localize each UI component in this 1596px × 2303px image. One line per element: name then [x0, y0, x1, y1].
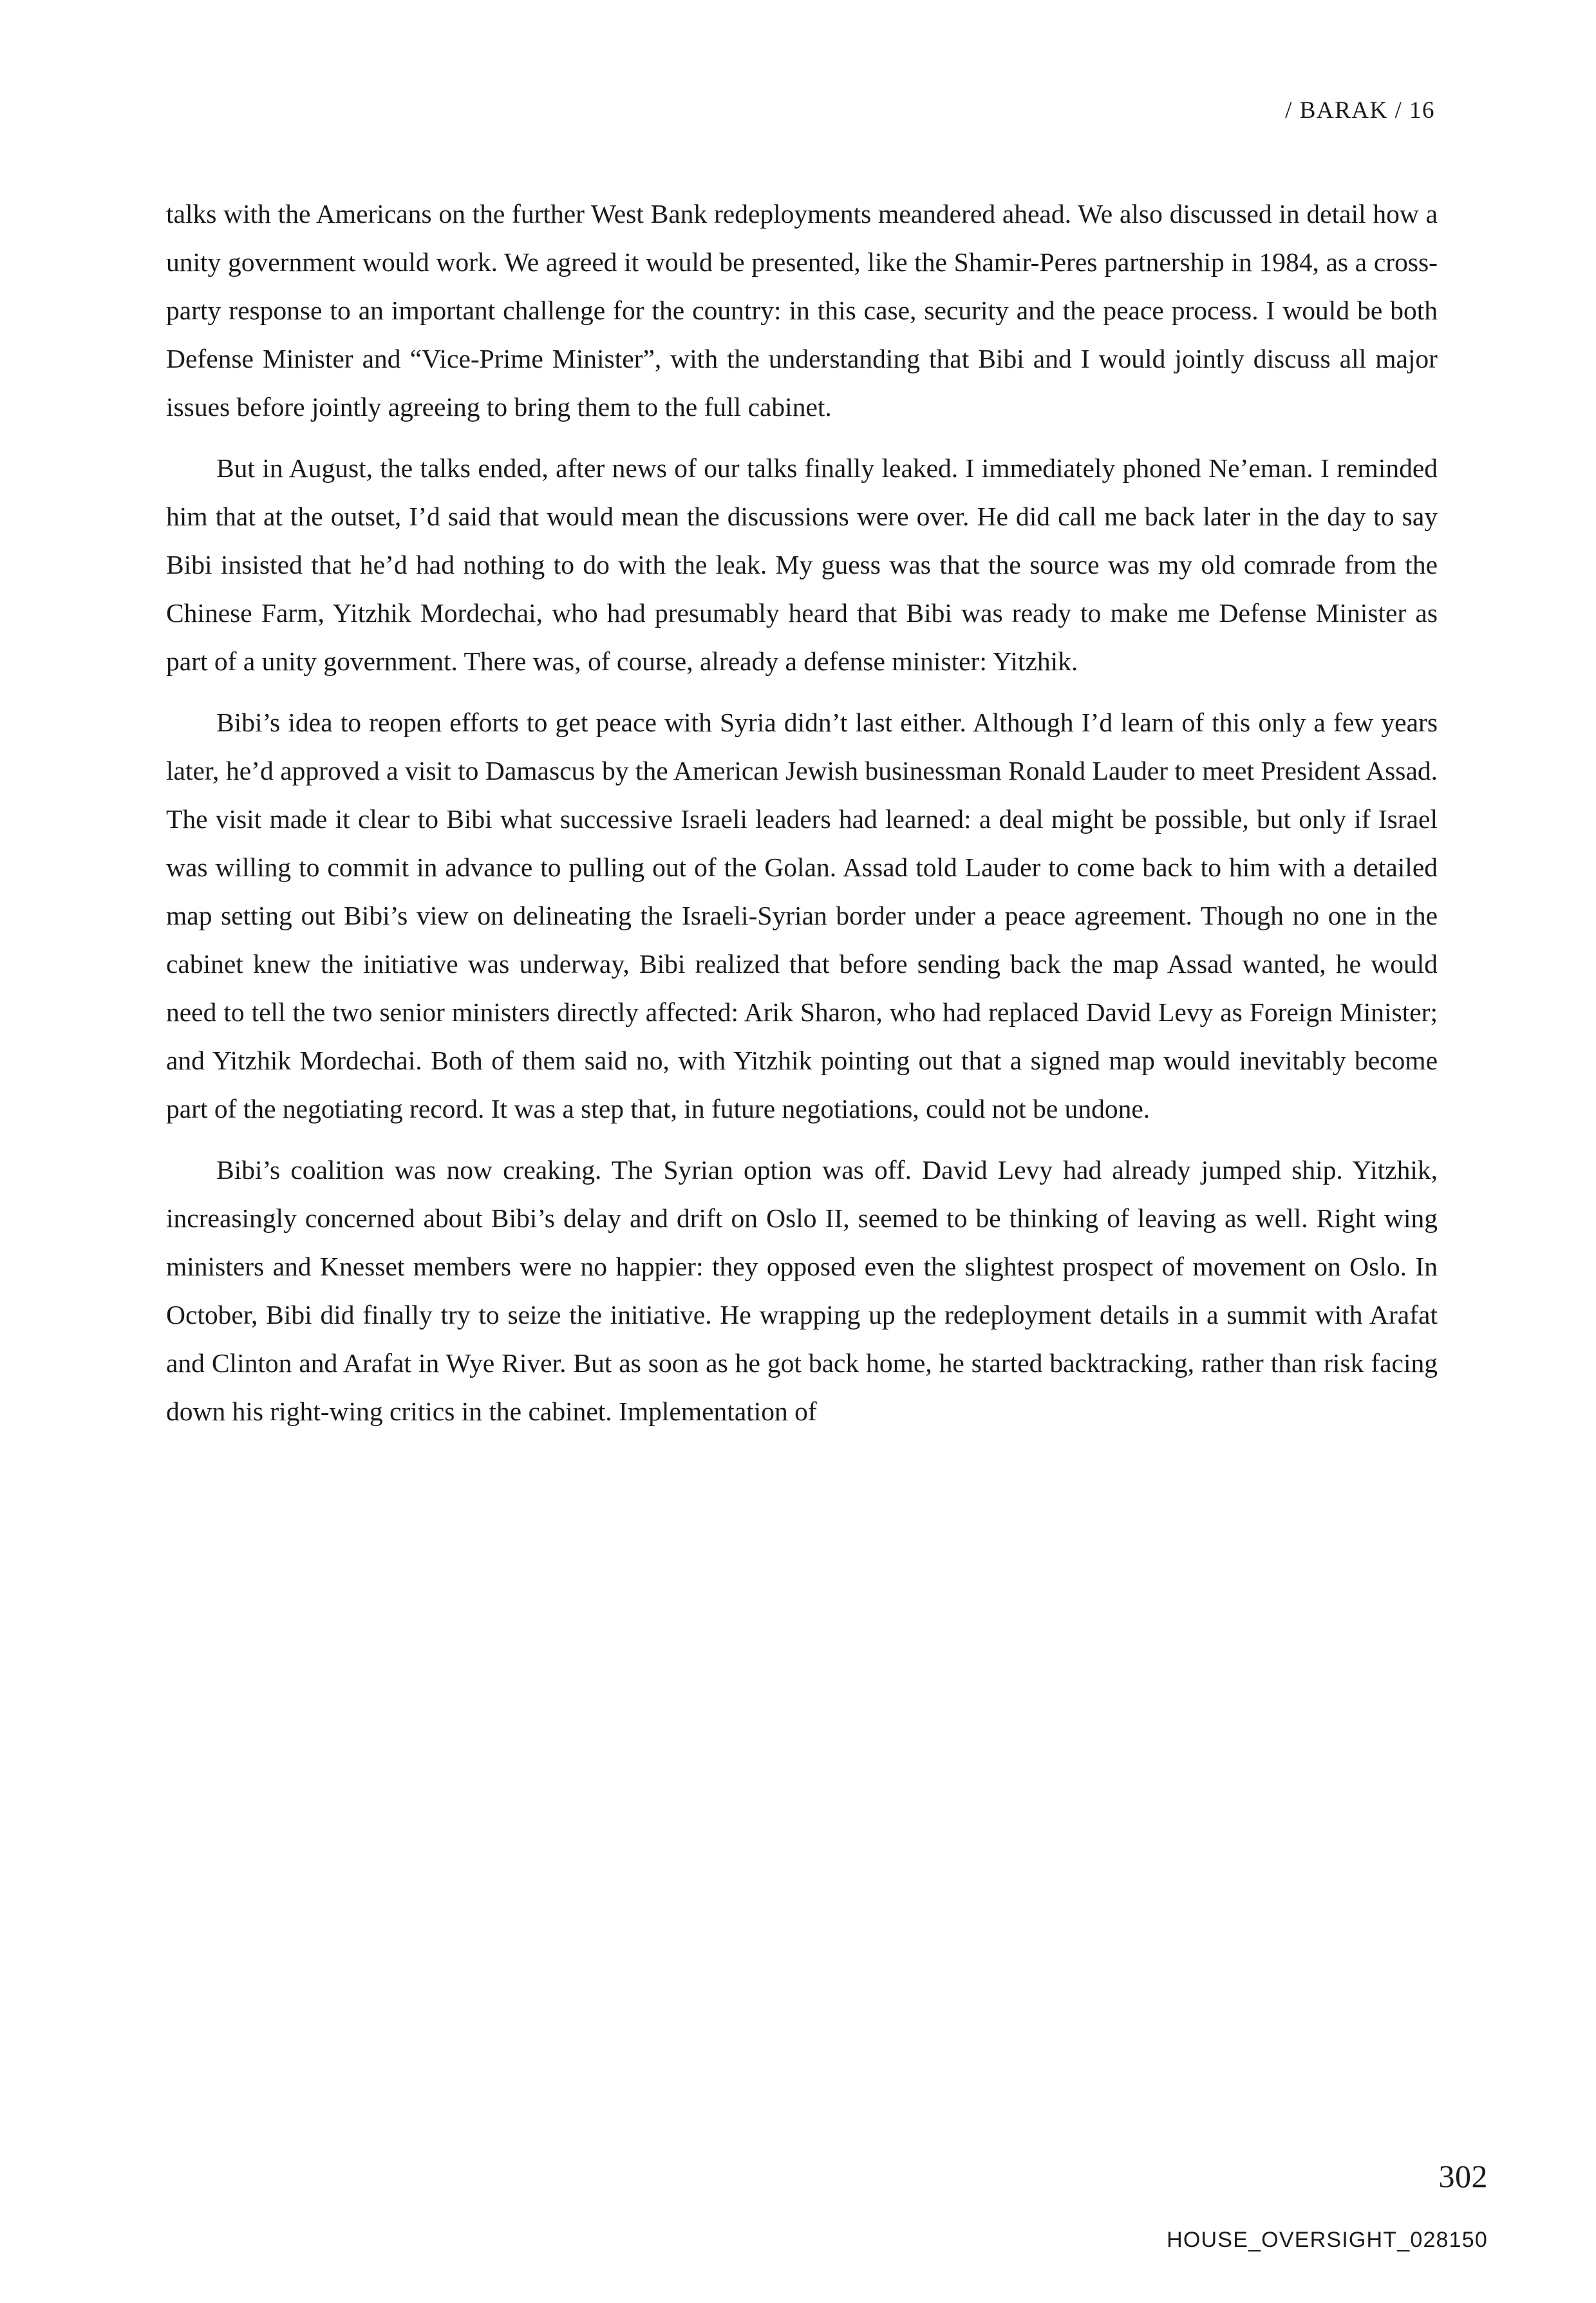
body-text-column — [166, 190, 1438, 1436]
paragraph: But in August, the talks ended, after news of our talks finally leaked. I immediately phoned Ne’eman. I reminded him that at the outset, I’d said that would mean the discussions were over. He did call me back later in the day to say Bibi insisted that he’d had nothing to do with the leak. My guess was that the source was my old comrade from the Chinese Farm, Yitzhik Mordechai, who had presumably heard that Bibi was ready to make me Defense Minister as part of a unity government. There was, of course, already a defense minister: Yitzhik. — [166, 453, 1438, 676]
bates-stamp: HOUSE_OVERSIGHT_028150 — [1167, 2228, 1488, 2252]
paragraph: Bibi’s coalition was now creaking. The Syrian option was off. David Levy had already jumped ship. Yitzhik, increasingly concerned about Bibi’s delay and drift on Oslo II, seemed to be thinking of leaving as well. Right wing ministers and Knesset members were no happier: they opposed even the slightest prospect of movement on Oslo. In October, Bibi did finally try to seize the initiative. He wrapping up the redeployment details in a summit with Arafat and Clinton and Arafat in Wye River. But as soon as he got back home, he started backtracking, rather than risk facing down his right-wing critics in the cabinet. Implementation of — [166, 1155, 1438, 1426]
running-head: / BARAK / 16 — [1285, 97, 1435, 124]
paragraph: talks with the Americans on the further West Bank redeployments meandered ahead. We also discussed in detail how a unity government would work. We agreed it would be presented, like the Shamir-Peres partnership in 1984, as a cross-party response to an important challenge for the country: in this case, security and the peace process. I would be both Defense Minister and “Vice-Prime Minister”, with the understanding that Bibi and I would jointly discuss all major issues before jointly agreeing to bring them to the full cabinet. — [166, 199, 1438, 422]
paragraph: Bibi’s idea to reopen efforts to get peace with Syria didn’t last either. Although I’d learn of this only a few years later, he’d approved a visit to Damascus by the American Jewish businessman Ronald Lauder to meet President Assad. The visit made it clear to Bibi what successive Israeli leaders had learned: a deal might be possible, but only if Israel was willing to commit in advance to pulling out of the Golan. Assad told Lauder to come back to him with a detailed map setting out Bibi’s view on delineating the Israeli-Syrian border under a peace agreement. Though no one in the cabinet knew the initiative was underway, Bibi realized that before sending back the map Assad wanted, he would need to tell the two senior ministers directly affected: Arik Sharon, who had replaced David Levy as Foreign Minister; and Yitzhik Mordechai. Both of them said no, with Yitzhik pointing out that a signed map would inevitably become part of the negotiating record. It was a step that, in future negotiations, could not be undone. — [166, 708, 1438, 1123]
page-number: 302 — [1438, 2158, 1488, 2194]
